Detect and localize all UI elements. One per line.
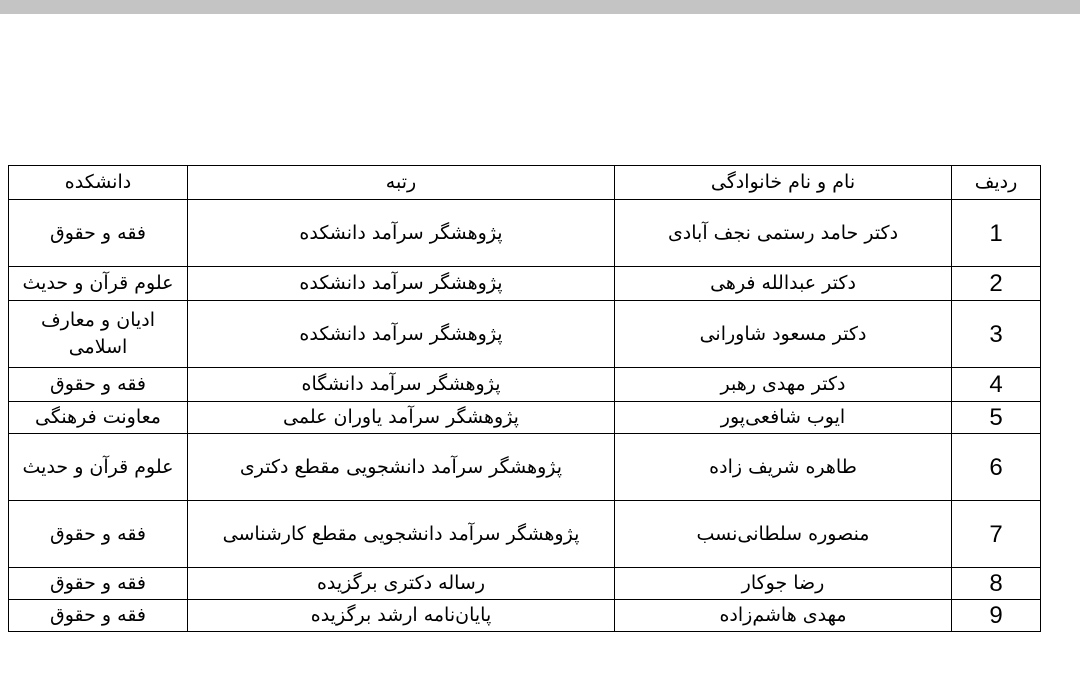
row-name: منصوره سلطانی‌نسب xyxy=(615,501,952,568)
row-faculty: معاونت فرهنگی xyxy=(9,402,188,434)
row-rank: پژوهشگر سرآمد دانشکده xyxy=(188,301,615,368)
row-rank: پژوهشگر سرآمد دانشگاه xyxy=(188,368,615,402)
row-name: رضا جوکار xyxy=(615,568,952,600)
table-row xyxy=(9,568,1041,600)
header-row-number: ردیف xyxy=(952,166,1041,200)
row-number: 8 xyxy=(952,568,1041,600)
header-row xyxy=(9,166,1041,200)
row-faculty: ادیان و معارف اسلامی xyxy=(9,301,188,368)
row-rank: پژوهشگر سرآمد دانشجویی مقطع دکتری xyxy=(188,434,615,501)
row-number: 9 xyxy=(952,600,1041,632)
table-header xyxy=(9,166,1041,200)
row-faculty: فقه و حقوق xyxy=(9,568,188,600)
row-name: دکتر حامد رستمی نجف آبادی xyxy=(615,200,952,267)
row-number: 3 xyxy=(952,301,1041,368)
header-faculty: دانشکده xyxy=(9,166,188,200)
table-row xyxy=(9,368,1041,402)
row-name: دکتر مهدی رهبر xyxy=(615,368,952,402)
row-name: دکتر عبدالله فرهی xyxy=(615,267,952,301)
row-number: 1 xyxy=(952,200,1041,267)
researchers-table xyxy=(8,165,1041,632)
table-row xyxy=(9,434,1041,501)
row-faculty: فقه و حقوق xyxy=(9,200,188,267)
row-rank: رساله دکتری برگزیده xyxy=(188,568,615,600)
row-number: 5 xyxy=(952,402,1041,434)
row-faculty: فقه و حقوق xyxy=(9,368,188,402)
top-bar xyxy=(0,0,1080,14)
table-row xyxy=(9,267,1041,301)
row-rank: پژوهشگر سرآمد دانشجویی مقطع کارشناسی xyxy=(188,501,615,568)
table-row xyxy=(9,200,1041,267)
row-faculty: فقه و حقوق xyxy=(9,600,188,632)
row-name: دکتر مسعود شاورانی xyxy=(615,301,952,368)
table-row xyxy=(9,501,1041,568)
row-number: 7 xyxy=(952,501,1041,568)
row-faculty: فقه و حقوق xyxy=(9,501,188,568)
row-rank: پایان‌نامه ارشد برگزیده xyxy=(188,600,615,632)
table-row xyxy=(9,301,1041,368)
table-row xyxy=(9,600,1041,632)
row-name: طاهره شریف زاده xyxy=(615,434,952,501)
row-name: مهدی هاشم‌زاده xyxy=(615,600,952,632)
row-rank: پژوهشگر سرآمد دانشکده xyxy=(188,200,615,267)
row-faculty: علوم قرآن و حدیث xyxy=(9,267,188,301)
row-name: ایوب شافعی‌پور xyxy=(615,402,952,434)
row-number: 2 xyxy=(952,267,1041,301)
row-rank: پژوهشگر سرآمد یاوران علمی xyxy=(188,402,615,434)
row-number: 4 xyxy=(952,368,1041,402)
table-body xyxy=(9,200,1041,632)
table-row xyxy=(9,402,1041,434)
row-rank: پژوهشگر سرآمد دانشکده xyxy=(188,267,615,301)
header-rank: رتبه xyxy=(188,166,615,200)
row-faculty: علوم قرآن و حدیث xyxy=(9,434,188,501)
header-name: نام و نام خانوادگی xyxy=(615,166,952,200)
row-number: 6 xyxy=(952,434,1041,501)
